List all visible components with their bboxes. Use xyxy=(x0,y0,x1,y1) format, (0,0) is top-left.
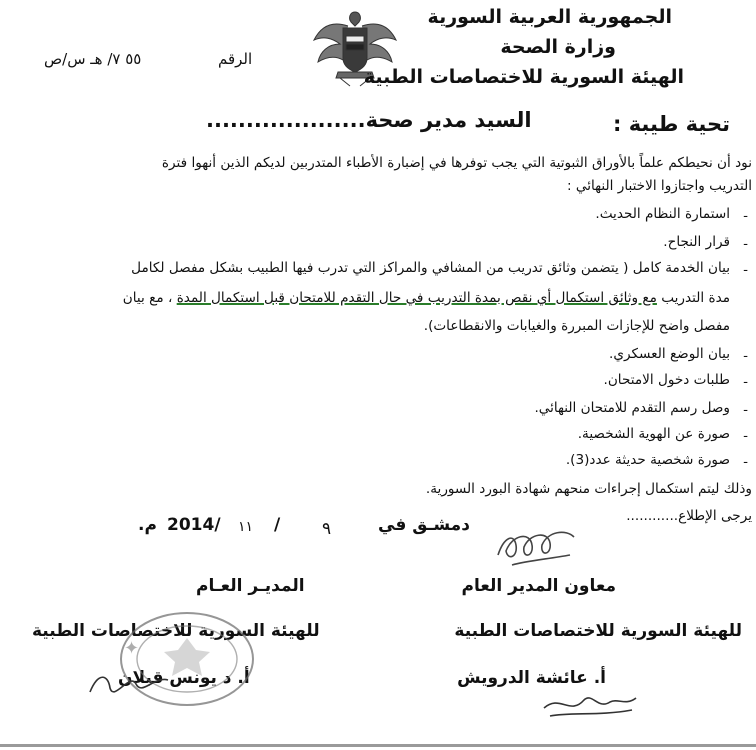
handwritten-signature-right xyxy=(540,686,640,726)
item-3-text-c: ، مع بيان xyxy=(122,290,173,306)
intro-line-1: نود أن نحيطكم علماً بالأوراق الثبوتية التي يجب توفرها في إضبارة الأطباء المتدربين لديكم الذين أنهوا فترة xyxy=(161,155,752,171)
list-item-8: صورة شخصية حديثة عدد(3). xyxy=(565,452,730,468)
list-item-4: بيان الوضع العسكري. xyxy=(609,346,730,362)
list-bullet: - xyxy=(743,348,748,364)
date-city: دمشـق في xyxy=(378,515,470,535)
left-signatory-name: أ. د يونس قبلان xyxy=(118,668,250,688)
header-board: الهيئة السورية للاختصاصات الطبية xyxy=(363,66,684,88)
left-signatory-org: للهيئة السورية للاختصاصات الطبية xyxy=(32,621,320,641)
list-bullet: - xyxy=(743,454,748,470)
date-suffix: م. xyxy=(138,515,157,535)
right-signatory-org: للهيئة السورية للاختصاصات الطبية xyxy=(454,621,742,641)
list-item-5: طلبات دخول الامتحان. xyxy=(603,372,730,388)
list-item-7: صورة عن الهوية الشخصية. xyxy=(577,426,730,442)
intro-line-2: التدريب واجتازوا الاختبار النهائي : xyxy=(567,178,752,194)
greeting-addressee xyxy=(206,108,532,132)
list-bullet: - xyxy=(743,428,748,444)
list-item-3-line-3: مفصل واضح للإجازات المبررة والغيابات والانقطاعات). xyxy=(423,318,730,334)
list-item-1: استمارة النظام الحديث. xyxy=(595,206,730,222)
bottom-rule xyxy=(0,744,756,747)
list-bullet: - xyxy=(743,402,748,418)
right-signatory-name: أ. عائشة الدرويش xyxy=(457,668,606,688)
reference-label: الرقم xyxy=(218,50,253,68)
handwritten-signature-left xyxy=(84,662,174,706)
list-item-2: قرار النجاح. xyxy=(663,234,730,250)
list-bullet: - xyxy=(743,262,748,278)
left-signatory-title: المديـر العـام xyxy=(196,576,305,596)
handwritten-initials xyxy=(490,515,582,573)
list-bullet: - xyxy=(743,374,748,390)
greeting-salutation: تحية طيبة : xyxy=(612,112,730,136)
list-item-3-line-1: بيان الخدمة كامل ( يتضمن وثائق تدريب من المشافي والمراكز التي تدرب فيها الطبيب بشكل مفصل لكامل xyxy=(131,260,730,276)
item-3-text-a: مدة التدريب xyxy=(661,290,730,306)
list-item-6: وصل رسم التقدم للامتحان النهائي. xyxy=(534,400,730,416)
addressee-text: السيد مدير صحة xyxy=(365,108,532,132)
closing-sentence: وذلك ليتم استكمال إجراءات منحهم شهادة البورد السورية. xyxy=(425,481,752,497)
svg-text:✦: ✦ xyxy=(124,638,140,659)
addressee-dots: .................... xyxy=(206,108,366,132)
notice-line: يرجى الإطلاع............ xyxy=(626,508,752,524)
right-signatory-title: معاون المدير العام xyxy=(461,576,616,596)
date-year: 2014/ xyxy=(167,515,221,535)
list-bullet: - xyxy=(743,208,748,224)
list-item-3-line-2 xyxy=(123,290,730,306)
list-bullet: - xyxy=(743,236,748,252)
header-country: الجمهورية العربية السورية xyxy=(427,6,672,28)
reference-number: ٥٥ ٧/ هـ س/ص xyxy=(44,50,142,68)
date-month: ١١ xyxy=(238,519,254,535)
header-ministry: وزارة الصحة xyxy=(500,36,616,58)
date-day: ٩ xyxy=(322,519,332,539)
item-3-underlined-text: مع وثائق استكمال أي نقص بمدة التدريب في حال التقدم للامتحان قبل استكمال المدة xyxy=(176,290,657,306)
date-separator: / xyxy=(274,515,281,535)
